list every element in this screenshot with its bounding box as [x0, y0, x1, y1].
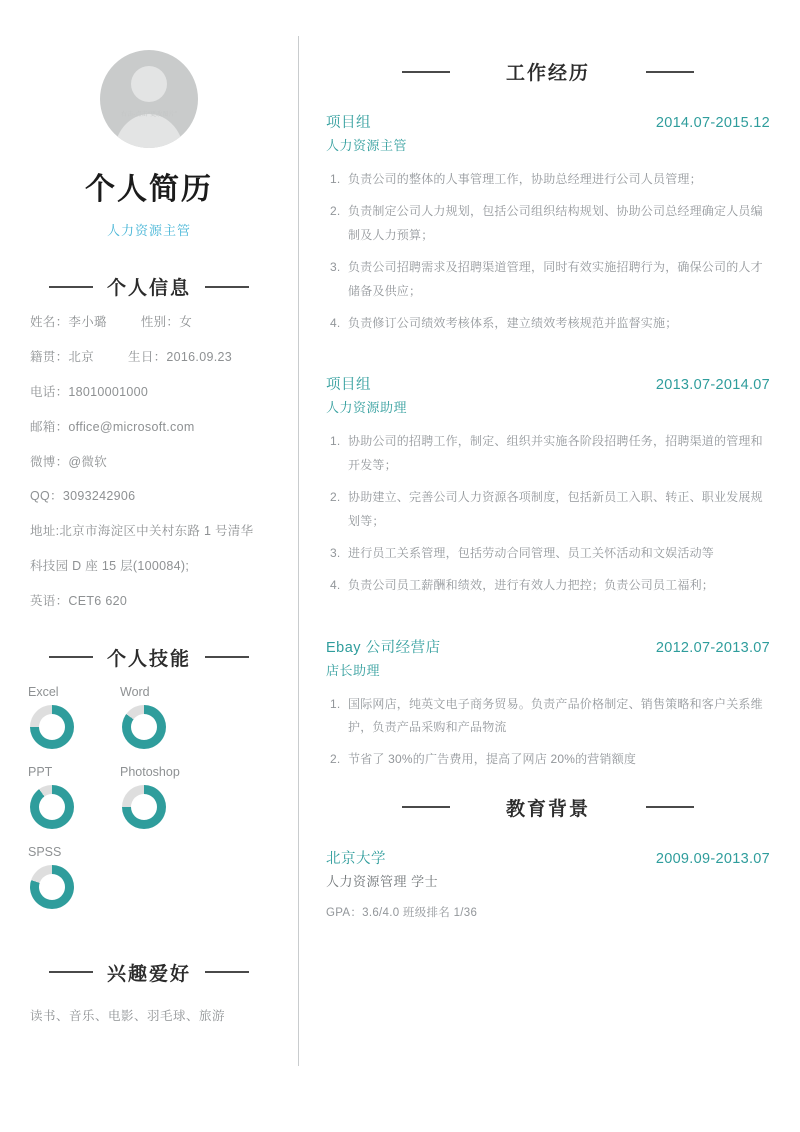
info-label: 英语： — [30, 594, 69, 608]
skill-item — [28, 845, 120, 909]
section-title: 兴趣爱好 — [106, 963, 191, 985]
entry-spacer — [326, 608, 770, 636]
education-entry-list — [326, 847, 770, 920]
section-header-personal-info — [22, 273, 276, 300]
avatar-body-icon — [114, 114, 184, 148]
entry-bullet-list — [326, 168, 770, 335]
experience-entry — [326, 847, 770, 920]
entry-bullet — [326, 574, 770, 597]
info-label-2: 生日： — [128, 349, 167, 364]
skill-item — [120, 765, 212, 829]
entry-bullet-list — [326, 693, 770, 772]
bullet-number: 1. — [330, 172, 341, 186]
bullet-number: 2. — [330, 490, 341, 505]
sidebar — [0, 36, 298, 1132]
info-row — [30, 558, 276, 575]
entry-bullet — [326, 693, 770, 740]
experience-entry — [326, 636, 770, 772]
info-row — [30, 454, 276, 471]
info-row — [30, 488, 276, 505]
donut-hole — [39, 794, 65, 820]
section-header-hobbies — [22, 959, 276, 986]
skill-donut-photoshop — [122, 785, 166, 829]
info-row — [30, 523, 276, 540]
entry-organization: 项目组 — [326, 115, 371, 131]
donut-hole — [131, 714, 157, 740]
info-value-2: 女 — [179, 315, 193, 329]
info-row — [30, 349, 276, 366]
bullet-number: 3. — [330, 545, 341, 560]
entry-bullet — [326, 168, 770, 191]
donut-hole — [39, 874, 65, 900]
info-value: CET6 620 — [68, 594, 128, 608]
entry-date-range: 2013.07-2014.07 — [655, 377, 770, 394]
entry-bullet — [326, 748, 770, 771]
bullet-number: 4. — [330, 315, 341, 330]
donut-hole — [131, 794, 157, 820]
bullet-text: 负责制定公司人力规划，包括公司组织结构规划、协助公司总经理确定人员编制及人力预算； — [348, 204, 763, 242]
entry-date-range: 2012.07-2013.07 — [655, 639, 770, 656]
entry-role: 人力资源助理 — [326, 400, 408, 416]
section-header-work — [326, 58, 770, 85]
bullet-text: 负责公司招聘需求及招聘渠道管理，同时有效实施招聘行为，确保公司的人才储备及供应； — [348, 260, 763, 298]
info-value: 科技园 D 座 15 层(100084); — [30, 559, 190, 574]
skill-label: SPSS — [28, 844, 62, 859]
divider-dash-right — [205, 971, 249, 973]
skill-donut-ppt — [30, 785, 74, 829]
section-title: 个人信息 — [106, 278, 191, 299]
info-value: 3093242906 — [62, 489, 136, 504]
divider-dash-right — [205, 286, 249, 288]
skill-donut-excel — [30, 705, 74, 749]
divider-dash-right — [205, 656, 249, 658]
entry-role: 店长助理 — [326, 662, 381, 678]
avatar[interactable] — [100, 50, 198, 148]
info-value: 18010001000 — [68, 384, 149, 399]
info-label-2: 性别： — [140, 315, 180, 329]
avatar-wrap — [22, 50, 276, 148]
divider-dash-right — [646, 806, 694, 808]
skill-donut-spss — [30, 865, 74, 909]
bullet-number: 1. — [330, 696, 341, 711]
skill-item — [120, 685, 212, 749]
bullet-number: 4. — [330, 578, 341, 593]
info-row — [30, 593, 276, 610]
page-title: 个人简历 — [85, 173, 213, 206]
skill-label: Photoshop — [120, 764, 180, 779]
experience-entry — [326, 373, 770, 597]
section-title: 教育背景 — [505, 798, 590, 820]
info-value: 北京市海淀区中关村东路 1 号清华 — [59, 524, 254, 539]
experience-entry — [326, 111, 770, 335]
bullet-text: 节省了 30%的广告费用，提高了网店 20%的营销额度 — [348, 752, 637, 767]
section-title: 个人技能 — [106, 648, 191, 670]
bullet-text: 协助建立、完善公司人力资源各项制度，包括新员工入职、转正、职业发展规划等； — [348, 490, 763, 528]
column-divider — [298, 36, 299, 1066]
info-label: QQ： — [30, 489, 63, 504]
info-row — [30, 419, 276, 436]
section-header-skills — [22, 644, 276, 671]
bullet-number: 1. — [330, 434, 341, 449]
entry-role: 人力资源管理 学士 — [326, 873, 439, 889]
bullet-text: 进行员工关系管理，包括劳动合同管理、员工关怀活动和文娱活动等 — [348, 545, 715, 560]
info-label: 籍贯： — [30, 349, 69, 364]
divider-dash-left — [49, 286, 93, 288]
divider-dash-left — [402, 71, 450, 73]
entry-header — [326, 111, 770, 132]
entry-header — [326, 636, 770, 657]
info-value: 北京 — [68, 349, 95, 364]
entry-organization: 北京大学 — [326, 850, 386, 867]
entry-organization: 项目组 — [326, 377, 371, 394]
entry-bullet-list — [326, 430, 770, 597]
avatar-head-icon — [131, 66, 167, 102]
entry-bullet — [326, 486, 770, 533]
info-value: 李小璐 — [68, 315, 107, 329]
bullet-text: 国际网店，纯英文电子商务贸易。负责产品价格制定、销售策略和客户关系维护，负责产品采购和产品物流 — [348, 696, 763, 735]
page-subtitle: 人力资源主管 — [106, 223, 191, 238]
info-label: 电话： — [30, 384, 69, 399]
info-value: office@microsoft.com — [68, 419, 195, 434]
bullet-text: 协助公司的招聘工作，制定、组织并实施各阶段招聘任务，招聘渠道的管理和开发等； — [348, 434, 763, 472]
bullet-text: 负责修订公司绩效考核体系，建立绩效考核规范并监督实施； — [348, 315, 678, 330]
entry-header — [326, 847, 770, 868]
entry-note: GPA：3.6/4.0 班级排名 1/36 — [326, 906, 478, 919]
avatar-hint-text: 右击-点击“更改图片” — [120, 112, 178, 118]
section-header-education — [326, 794, 770, 821]
personal-info-list — [22, 314, 276, 610]
info-label: 微博： — [30, 454, 69, 469]
entry-date-range: 2014.07-2015.12 — [655, 115, 770, 131]
skill-donut-word — [122, 705, 166, 749]
entry-organization: Ebay 公司经营店 — [326, 639, 441, 656]
entry-date-range: 2009.09-2013.07 — [655, 850, 770, 867]
entry-bullet — [326, 312, 770, 335]
entry-spacer — [326, 345, 770, 373]
info-row — [30, 314, 276, 331]
entry-header — [326, 373, 770, 394]
skill-label: Word — [120, 684, 150, 699]
entry-bullet — [326, 256, 770, 303]
bullet-number: 2. — [330, 204, 341, 219]
skill-label: PPT — [28, 764, 53, 779]
bullet-number: 3. — [330, 260, 341, 275]
info-label: 邮箱： — [30, 419, 69, 434]
divider-dash-left — [49, 656, 93, 658]
divider-dash-left — [49, 971, 93, 973]
info-label: 地址: — [30, 524, 60, 539]
divider-dash-left — [402, 806, 450, 808]
main-content — [298, 36, 800, 1132]
entry-bullet — [326, 430, 770, 477]
work-entry-list — [326, 111, 770, 772]
bullet-number: 2. — [330, 752, 341, 767]
skill-item — [28, 685, 120, 749]
info-label: 姓名： — [30, 315, 69, 329]
donut-hole — [39, 714, 65, 740]
bullet-text: 负责公司员工薪酬和绩效，进行有效人力把控；负责公司员工福利； — [348, 578, 715, 593]
hobbies-text: 读书、音乐、电影、羽毛球、旅游 — [30, 1008, 226, 1023]
skills-grid — [22, 685, 276, 925]
entry-role: 人力资源主管 — [326, 138, 408, 153]
skill-label: Excel — [28, 684, 59, 699]
skill-item — [28, 765, 120, 829]
entry-bullet — [326, 200, 770, 247]
divider-dash-right — [646, 71, 694, 73]
section-title: 工作经历 — [505, 63, 590, 84]
info-row — [30, 384, 276, 401]
info-value: @微软 — [68, 454, 107, 469]
entry-bullet — [326, 542, 770, 565]
bullet-text: 负责公司的整体的人事管理工作，协助总经理进行公司人员管理； — [348, 172, 702, 186]
info-value-2: 2016.09.23 — [166, 349, 232, 364]
